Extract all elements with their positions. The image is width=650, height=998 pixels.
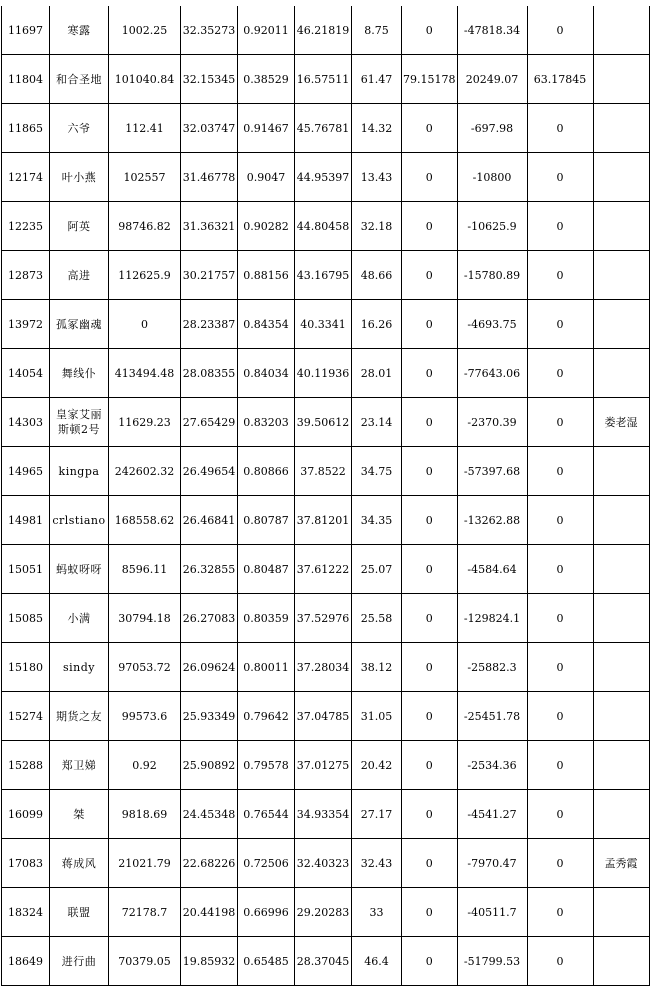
id-cell: 15274 [2,692,50,741]
value-cell: 168558.62 [109,496,181,545]
table-row [2,937,650,986]
ratio-cell: 0.76544 [238,790,295,839]
profit-cell: -57397.68 [457,447,527,496]
note-cell [593,888,649,937]
score-cell: 28.08355 [181,349,238,398]
ratio-cell: 0.80487 [238,545,295,594]
bonus-cell: 0 [402,888,458,937]
value-cell: 9818.69 [109,790,181,839]
extra-cell: 0 [527,398,593,447]
extra-cell: 0 [527,496,593,545]
table-row [2,790,650,839]
rate-cell: 20.42 [352,741,402,790]
note-cell [593,349,649,398]
extra-cell: 0 [527,937,593,986]
note-cell [593,790,649,839]
rate-cell: 34.35 [352,496,402,545]
id-cell: 14054 [2,349,50,398]
bonus-cell: 79.15178 [402,55,458,104]
score-cell: 28.23387 [181,300,238,349]
ratio-cell: 0.79642 [238,692,295,741]
name-cell: 小满 [50,594,109,643]
ratio-cell: 0.80866 [238,447,295,496]
bonus-cell: 0 [402,741,458,790]
percent-cell: 29.20283 [295,888,352,937]
note-cell [593,55,649,104]
profit-cell: -7970.47 [457,839,527,888]
rate-cell: 38.12 [352,643,402,692]
score-cell: 26.32855 [181,545,238,594]
name-cell: 高进 [50,251,109,300]
ratio-cell: 0.72506 [238,839,295,888]
percent-cell: 16.57511 [295,55,352,104]
value-cell: 102557 [109,153,181,202]
extra-cell: 0 [527,447,593,496]
id-cell: 11804 [2,55,50,104]
note-cell [593,496,649,545]
name-cell: 郑卫娣 [50,741,109,790]
name-cell: 桀 [50,790,109,839]
id-cell: 17083 [2,839,50,888]
score-cell: 26.46841 [181,496,238,545]
profit-cell: -15780.89 [457,251,527,300]
name-cell: 叶小燕 [50,153,109,202]
bonus-cell: 0 [402,153,458,202]
value-cell: 21021.79 [109,839,181,888]
value-cell: 72178.7 [109,888,181,937]
score-cell: 30.21757 [181,251,238,300]
table-row [2,741,650,790]
percent-cell: 37.01275 [295,741,352,790]
score-cell: 20.44198 [181,888,238,937]
bonus-cell: 0 [402,300,458,349]
score-cell: 26.27083 [181,594,238,643]
table-row [2,6,650,55]
extra-cell: 0 [527,202,593,251]
table-row [2,251,650,300]
id-cell: 16099 [2,790,50,839]
table-row [2,545,650,594]
bonus-cell: 0 [402,839,458,888]
id-cell: 12235 [2,202,50,251]
name-cell: 阿英 [50,202,109,251]
id-cell: 15180 [2,643,50,692]
profit-cell: -40511.7 [457,888,527,937]
value-cell: 11629.23 [109,398,181,447]
profit-cell: -10800 [457,153,527,202]
bonus-cell: 0 [402,447,458,496]
ratio-cell: 0.84354 [238,300,295,349]
rate-cell: 27.17 [352,790,402,839]
profit-cell: -129824.1 [457,594,527,643]
bonus-cell: 0 [402,937,458,986]
table-row [2,349,650,398]
name-cell: 蚂蚁呀呀 [50,545,109,594]
score-cell: 32.15345 [181,55,238,104]
percent-cell: 44.95397 [295,153,352,202]
profit-cell: -47818.34 [457,6,527,55]
percent-cell: 39.50612 [295,398,352,447]
name-cell: 联盟 [50,888,109,937]
id-cell: 11865 [2,104,50,153]
profit-cell: -10625.9 [457,202,527,251]
extra-cell: 0 [527,300,593,349]
id-cell: 14303 [2,398,50,447]
extra-cell: 0 [527,594,593,643]
value-cell: 98746.82 [109,202,181,251]
note-cell [593,692,649,741]
bonus-cell: 0 [402,594,458,643]
name-cell: crlstiano [50,496,109,545]
percent-cell: 28.37045 [295,937,352,986]
score-cell: 25.93349 [181,692,238,741]
id-cell: 12873 [2,251,50,300]
table-row [2,300,650,349]
profit-cell: -25451.78 [457,692,527,741]
note-cell [593,153,649,202]
profit-cell: -77643.06 [457,349,527,398]
value-cell: 0 [109,300,181,349]
percent-cell: 46.21819 [295,6,352,55]
rate-cell: 28.01 [352,349,402,398]
rate-cell: 48.66 [352,251,402,300]
id-cell: 12174 [2,153,50,202]
value-cell: 413494.48 [109,349,181,398]
profit-cell: -4693.75 [457,300,527,349]
note-cell [593,643,649,692]
percent-cell: 44.80458 [295,202,352,251]
ratio-cell: 0.90282 [238,202,295,251]
value-cell: 242602.32 [109,447,181,496]
extra-cell: 0 [527,153,593,202]
percent-cell: 40.3341 [295,300,352,349]
score-cell: 32.03747 [181,104,238,153]
percent-cell: 37.28034 [295,643,352,692]
name-cell: 孤冢幽魂 [50,300,109,349]
extra-cell: 0 [527,545,593,594]
table-row [2,496,650,545]
rate-cell: 25.58 [352,594,402,643]
note-cell [593,937,649,986]
id-cell: 18324 [2,888,50,937]
note-cell [593,545,649,594]
rate-cell: 16.26 [352,300,402,349]
profit-cell: -25882.3 [457,643,527,692]
bonus-cell: 0 [402,202,458,251]
id-cell: 15051 [2,545,50,594]
table-body [2,6,650,986]
bonus-cell: 0 [402,398,458,447]
ratio-cell: 0.80787 [238,496,295,545]
bonus-cell: 0 [402,251,458,300]
ratio-cell: 0.79578 [238,741,295,790]
profit-cell: -4584.64 [457,545,527,594]
name-cell: 舞线仆 [50,349,109,398]
id-cell: 18649 [2,937,50,986]
extra-cell: 0 [527,741,593,790]
ratio-cell: 0.83203 [238,398,295,447]
id-cell: 14965 [2,447,50,496]
profit-cell: -2534.36 [457,741,527,790]
table-row [2,202,650,251]
value-cell: 112625.9 [109,251,181,300]
bonus-cell: 0 [402,545,458,594]
id-cell: 15288 [2,741,50,790]
profit-cell: -4541.27 [457,790,527,839]
rate-cell: 14.32 [352,104,402,153]
ranking-table [1,6,650,986]
score-cell: 27.65429 [181,398,238,447]
bonus-cell: 0 [402,790,458,839]
profit-cell: -51799.53 [457,937,527,986]
note-cell [593,300,649,349]
value-cell: 99573.6 [109,692,181,741]
profit-cell: -2370.39 [457,398,527,447]
score-cell: 26.09624 [181,643,238,692]
score-cell: 31.36321 [181,202,238,251]
name-cell: 蒋成风 [50,839,109,888]
percent-cell: 32.40323 [295,839,352,888]
id-cell: 14981 [2,496,50,545]
id-cell: 15085 [2,594,50,643]
ratio-cell: 0.88156 [238,251,295,300]
rate-cell: 31.05 [352,692,402,741]
value-cell: 112.41 [109,104,181,153]
note-cell [593,447,649,496]
rate-cell: 46.4 [352,937,402,986]
ratio-cell: 0.92011 [238,6,295,55]
value-cell: 0.92 [109,741,181,790]
percent-cell: 37.04785 [295,692,352,741]
profit-cell: -697.98 [457,104,527,153]
bonus-cell: 0 [402,496,458,545]
ratio-cell: 0.38529 [238,55,295,104]
rate-cell: 25.07 [352,545,402,594]
value-cell: 70379.05 [109,937,181,986]
value-cell: 1002.25 [109,6,181,55]
extra-cell: 63.17845 [527,55,593,104]
table-row [2,594,650,643]
value-cell: 97053.72 [109,643,181,692]
table-row [2,839,650,888]
table-row [2,888,650,937]
percent-cell: 37.61222 [295,545,352,594]
rate-cell: 32.43 [352,839,402,888]
name-cell: 皇家艾丽斯顿2号 [50,398,109,447]
profit-cell: -13262.88 [457,496,527,545]
note-cell [593,202,649,251]
bonus-cell: 0 [402,349,458,398]
table-row [2,447,650,496]
bonus-cell: 0 [402,104,458,153]
name-cell: 寒露 [50,6,109,55]
percent-cell: 43.16795 [295,251,352,300]
table-row [2,104,650,153]
rate-cell: 23.14 [352,398,402,447]
rate-cell: 8.75 [352,6,402,55]
name-cell: 六爷 [50,104,109,153]
percent-cell: 34.93354 [295,790,352,839]
ratio-cell: 0.66996 [238,888,295,937]
note-cell [593,6,649,55]
rate-cell: 61.47 [352,55,402,104]
note-cell [593,741,649,790]
score-cell: 25.90892 [181,741,238,790]
note-cell: 娄老湿 [593,398,649,447]
bonus-cell: 0 [402,643,458,692]
rate-cell: 33 [352,888,402,937]
extra-cell: 0 [527,888,593,937]
ratio-cell: 0.65485 [238,937,295,986]
note-cell [593,594,649,643]
ratio-cell: 0.84034 [238,349,295,398]
extra-cell: 0 [527,349,593,398]
rate-cell: 32.18 [352,202,402,251]
extra-cell: 0 [527,692,593,741]
ratio-cell: 0.80359 [238,594,295,643]
percent-cell: 37.52976 [295,594,352,643]
ratio-cell: 0.80011 [238,643,295,692]
note-cell: 孟秀霞 [593,839,649,888]
table-row [2,692,650,741]
note-cell [593,104,649,153]
extra-cell: 0 [527,839,593,888]
bonus-cell: 0 [402,6,458,55]
value-cell: 30794.18 [109,594,181,643]
name-cell: sindy [50,643,109,692]
ratio-cell: 0.91467 [238,104,295,153]
value-cell: 101040.84 [109,55,181,104]
ratio-cell: 0.9047 [238,153,295,202]
score-cell: 19.85932 [181,937,238,986]
percent-cell: 37.81201 [295,496,352,545]
percent-cell: 45.76781 [295,104,352,153]
table-row [2,55,650,104]
percent-cell: 40.11936 [295,349,352,398]
extra-cell: 0 [527,790,593,839]
score-cell: 31.46778 [181,153,238,202]
rate-cell: 34.75 [352,447,402,496]
score-cell: 32.35273 [181,6,238,55]
extra-cell: 0 [527,6,593,55]
name-cell: 和合圣地 [50,55,109,104]
bonus-cell: 0 [402,692,458,741]
extra-cell: 0 [527,104,593,153]
table-row [2,153,650,202]
table-row [2,398,650,447]
extra-cell: 0 [527,643,593,692]
score-cell: 26.49654 [181,447,238,496]
profit-cell: 20249.07 [457,55,527,104]
rate-cell: 13.43 [352,153,402,202]
score-cell: 22.68226 [181,839,238,888]
name-cell: 进行曲 [50,937,109,986]
name-cell: kingpa [50,447,109,496]
table-row [2,643,650,692]
note-cell [593,251,649,300]
value-cell: 8596.11 [109,545,181,594]
id-cell: 11697 [2,6,50,55]
extra-cell: 0 [527,251,593,300]
name-cell: 期货之友 [50,692,109,741]
id-cell: 13972 [2,300,50,349]
score-cell: 24.45348 [181,790,238,839]
percent-cell: 37.8522 [295,447,352,496]
